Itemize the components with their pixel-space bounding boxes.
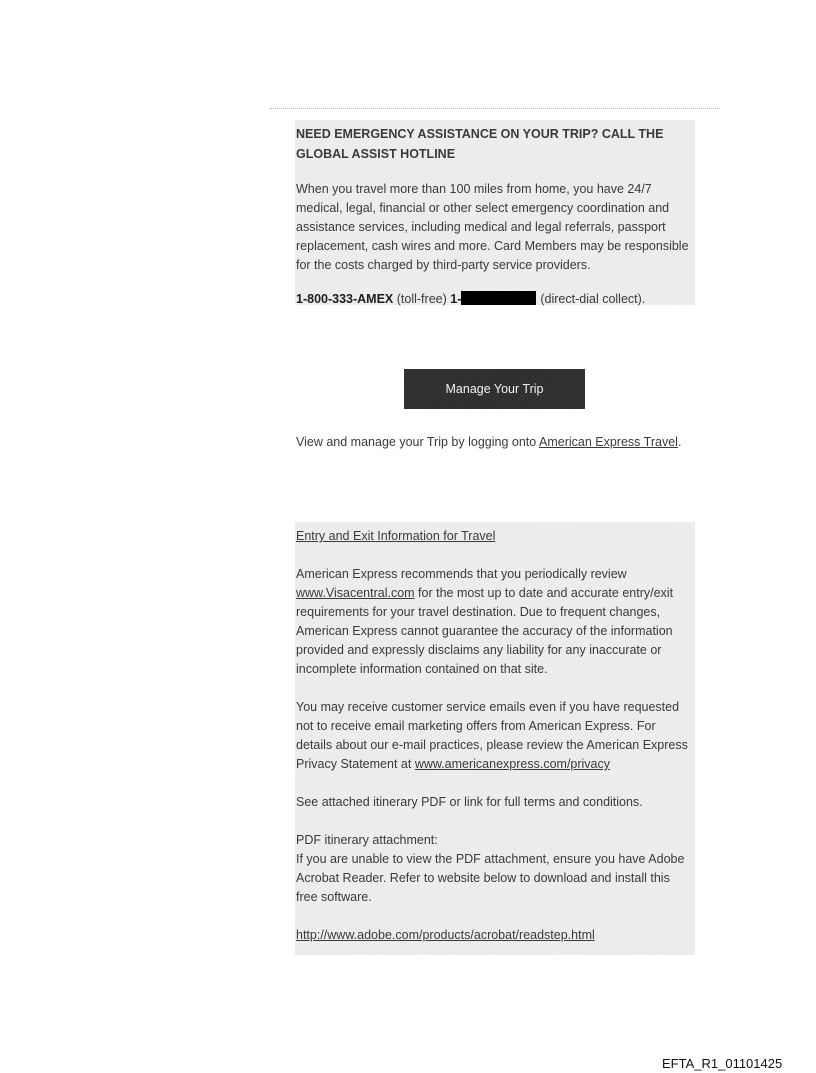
manage-your-trip-button[interactable]: Manage Your Trip	[404, 369, 585, 409]
emergency-assistance-section	[295, 120, 695, 305]
privacy-link[interactable]: www.americanexpress.com/privacy	[414, 757, 611, 771]
email-text: You may receive customer service emails even if you have requested not to receive email marketing offers from American Express. For details about our e-mail practices, please review the American Express Privacy Statement at	[296, 700, 688, 771]
document-id: EFTA_R1_01101425	[662, 1056, 783, 1071]
redaction-block	[461, 291, 536, 305]
adobe-link[interactable]: http://www.adobe.com/products/acrobat/readstep.html	[296, 928, 595, 942]
emergency-body: When you travel more than 100 miles from home, you have 24/7 medical, legal, financial or other select emergency coordination and assistance services, including medical and legal referrals, passport replacement, cash wires and more. Card Members may be responsible for the costs charged by third-party service providers.	[296, 182, 689, 272]
american-express-travel-link[interactable]: American Express Travel	[539, 435, 678, 449]
entry-exit-section	[295, 522, 695, 955]
hotline-numbers	[296, 290, 693, 309]
manage-trip-text	[296, 433, 681, 452]
pdf-body: If you are unable to view the PDF attachment, ensure you have Adobe Acrobat Reader. Refer to website below to download and install this free software.	[296, 852, 685, 904]
emergency-heading: NEED EMERGENCY ASSISTANCE ON YOUR TRIP? CALL THE GLOBAL ASSIST HOTLINE	[296, 127, 664, 161]
top-divider	[270, 108, 720, 109]
direct-dial-label: (direct-dial collect).	[540, 292, 646, 306]
tollfree-number: 1-800-333-AMEX	[296, 292, 394, 306]
entry-exit-title-link[interactable]: Entry and Exit Information for Travel	[296, 529, 496, 543]
visa-text-before: American Express recommends that you periodically review	[296, 567, 627, 581]
pdf-paragraph	[296, 831, 693, 907]
manage-text-before: View and manage your Trip by logging onto	[296, 435, 539, 449]
direct-number-prefix: 1-	[450, 292, 462, 306]
terms-paragraph: See attached itinerary PDF or link for full terms and conditions.	[296, 795, 643, 809]
pdf-title: PDF itinerary attachment:	[296, 833, 438, 847]
visacentral-link[interactable]: www.Visacentral.com	[296, 586, 415, 600]
visa-text-after: for the most up to date and accurate entry/exit requirements for your travel destination. Due to frequent changes, American Express cannot guarantee the accuracy of the information provided and expressly disclaims any liability for any inaccurate or incomplete information contained on that site.	[296, 586, 674, 676]
visa-paragraph	[296, 565, 693, 679]
manage-text-after: .	[677, 435, 682, 449]
adobe-link-row	[296, 926, 693, 945]
tollfree-label: (toll-free)	[396, 292, 447, 306]
entry-exit-title-row	[296, 527, 693, 546]
email-practices-paragraph	[296, 698, 693, 774]
